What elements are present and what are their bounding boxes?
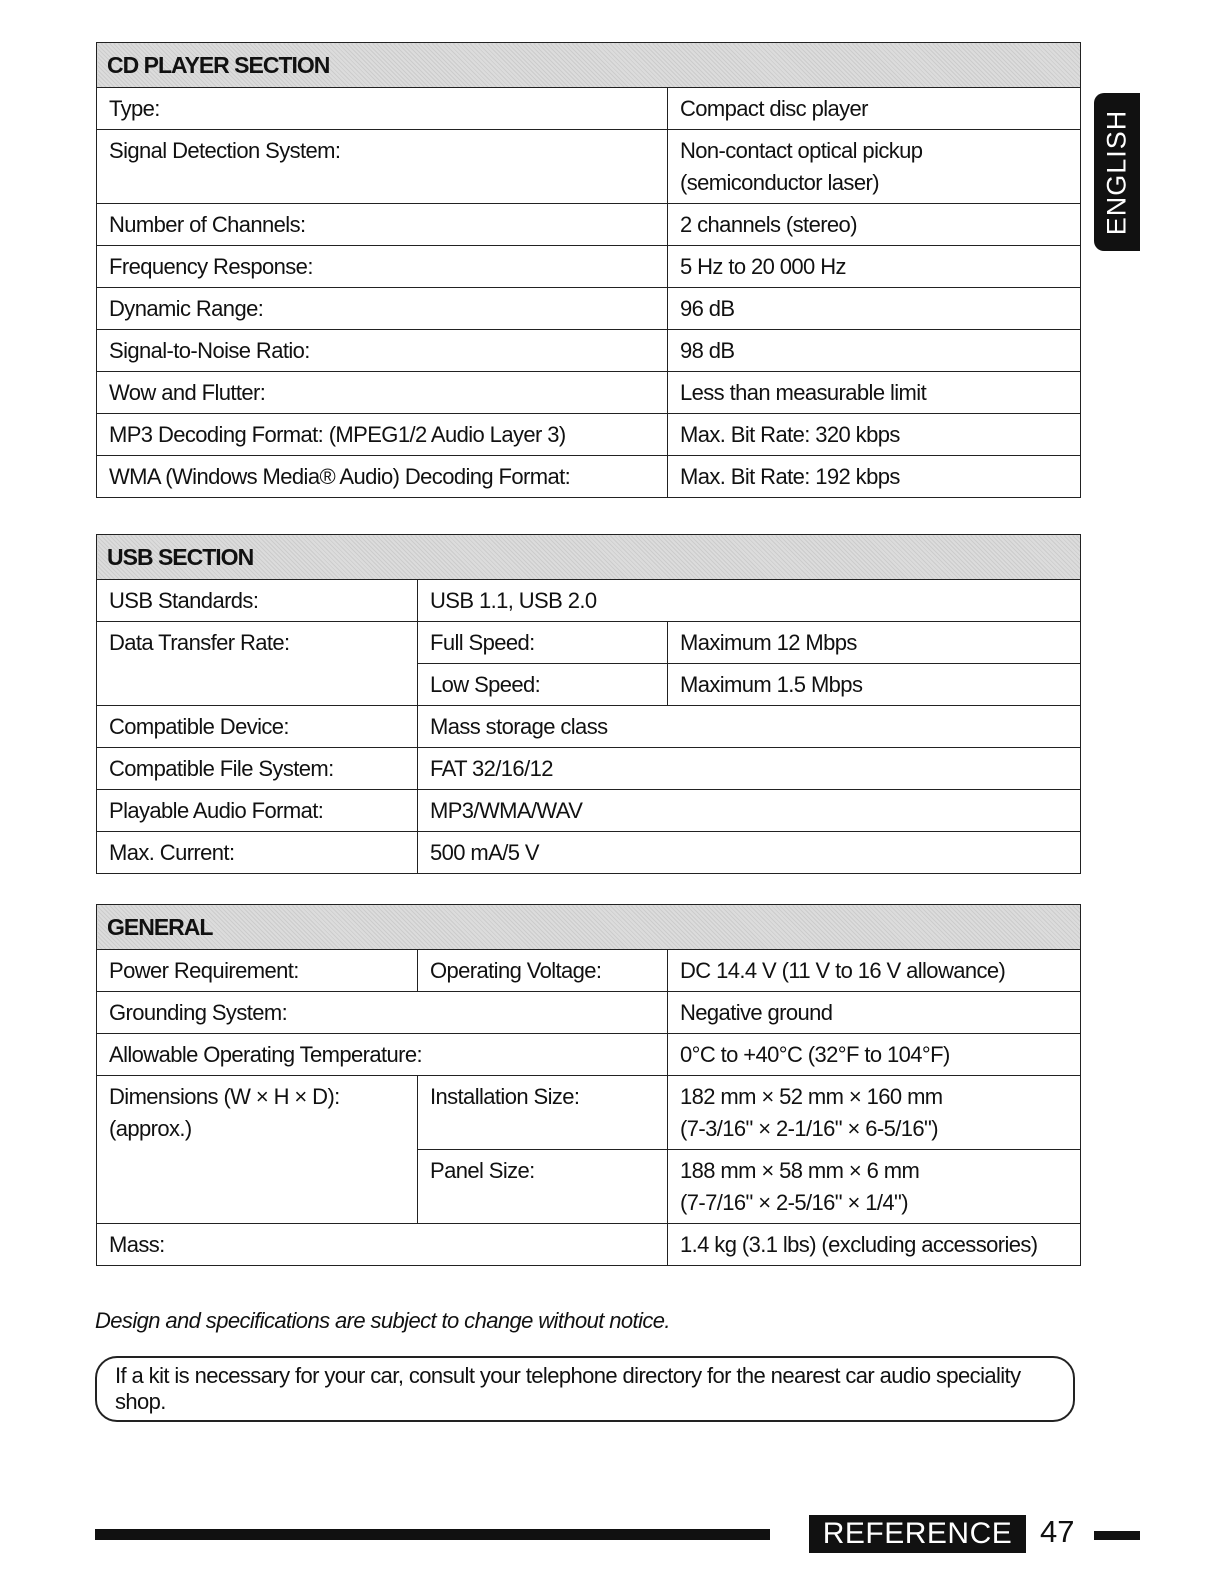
spec-sublabel: Installation Size: bbox=[418, 1076, 668, 1150]
spec-value-line: (semiconductor laser) bbox=[680, 170, 879, 195]
spec-value: FAT 32/16/12 bbox=[418, 748, 1081, 790]
spec-value: Max. Bit Rate: 192 kbps bbox=[668, 456, 1081, 498]
table-row bbox=[97, 992, 1081, 1034]
table-row bbox=[97, 88, 1081, 130]
spec-label: MP3 Decoding Format: (MPEG1/2 Audio Layer 3) bbox=[97, 414, 668, 456]
spec-value bbox=[668, 1076, 1081, 1150]
spec-value-line: (7-3/16" × 2-1/16" × 6-5/16") bbox=[680, 1116, 938, 1141]
spec-label: Number of Channels: bbox=[97, 204, 668, 246]
spec-value: Maximum 1.5 Mbps bbox=[668, 664, 1081, 706]
spec-value-line: Non-contact optical pickup bbox=[680, 138, 923, 163]
spec-label: Compatible Device: bbox=[97, 706, 418, 748]
table-row bbox=[97, 414, 1081, 456]
spec-label: Frequency Response: bbox=[97, 246, 668, 288]
usb-section-heading: USB SECTION bbox=[97, 535, 1081, 580]
spec-value: Negative ground bbox=[668, 992, 1081, 1034]
spec-value: 98 dB bbox=[668, 330, 1081, 372]
table-row bbox=[97, 130, 1081, 204]
table-row bbox=[97, 622, 1081, 664]
spec-value: Max. Bit Rate: 320 kbps bbox=[668, 414, 1081, 456]
language-tab bbox=[1094, 93, 1140, 251]
cd-section-heading: CD PLAYER SECTION bbox=[97, 43, 1081, 88]
spec-value: Less than measurable limit bbox=[668, 372, 1081, 414]
spec-value: 500 mA/5 V bbox=[418, 832, 1081, 874]
spec-value: Compact disc player bbox=[668, 88, 1081, 130]
spec-label: Data Transfer Rate: bbox=[97, 622, 418, 706]
spec-value: 0°C to +40°C (32°F to 104°F) bbox=[668, 1034, 1081, 1076]
section-tab bbox=[809, 1515, 1026, 1553]
spec-value: Maximum 12 Mbps bbox=[668, 622, 1081, 664]
spec-label: Dynamic Range: bbox=[97, 288, 668, 330]
table-row bbox=[97, 580, 1081, 622]
spec-label: Wow and Flutter: bbox=[97, 372, 668, 414]
section-tab-label: REFERENCE bbox=[822, 1517, 1013, 1550]
spec-label: Compatible File System: bbox=[97, 748, 418, 790]
spec-label: Mass: bbox=[97, 1224, 668, 1266]
specifications-disclaimer: Design and specifications are subject to change without notice. bbox=[95, 1308, 670, 1333]
spec-label: Grounding System: bbox=[97, 992, 668, 1034]
spec-value-line: 188 mm × 58 mm × 6 mm bbox=[680, 1158, 920, 1183]
spec-value-line: (7-7/16" × 2-5/16" × 1/4") bbox=[680, 1190, 908, 1215]
spec-value: DC 14.4 V (11 V to 16 V allowance) bbox=[668, 950, 1081, 992]
page-number: 47 bbox=[1040, 1514, 1075, 1549]
spec-label: Signal-to-Noise Ratio: bbox=[97, 330, 668, 372]
kit-notice-box bbox=[95, 1356, 1075, 1422]
table-row bbox=[97, 1076, 1081, 1150]
spec-value: 2 channels (stereo) bbox=[668, 204, 1081, 246]
table-row bbox=[97, 832, 1081, 874]
spec-label: WMA (Windows Media® Audio) Decoding Format: bbox=[97, 456, 668, 498]
spec-label: Power Requirement: bbox=[97, 950, 418, 992]
spec-sublabel: Full Speed: bbox=[418, 622, 668, 664]
spec-label: Max. Current: bbox=[97, 832, 418, 874]
spec-sublabel: Operating Voltage: bbox=[418, 950, 668, 992]
table-row bbox=[97, 790, 1081, 832]
table-row bbox=[97, 950, 1081, 992]
spec-value: USB 1.1, USB 2.0 bbox=[418, 580, 1081, 622]
table-row bbox=[97, 748, 1081, 790]
spec-label: Allowable Operating Temperature: bbox=[97, 1034, 668, 1076]
table-row bbox=[97, 246, 1081, 288]
spec-value bbox=[668, 1150, 1081, 1224]
spec-value: MP3/WMA/WAV bbox=[418, 790, 1081, 832]
cd-player-section-table bbox=[96, 42, 1081, 498]
kit-notice-text: If a kit is necessary for your car, consult your telephone directory for the nearest car audio speciality shop. bbox=[115, 1363, 1021, 1414]
usb-section-table bbox=[96, 534, 1081, 874]
spec-value bbox=[668, 130, 1081, 204]
spec-value: 5 Hz to 20 000 Hz bbox=[668, 246, 1081, 288]
table-row bbox=[97, 204, 1081, 246]
spec-value: 1.4 kg (3.1 lbs) (excluding accessories) bbox=[668, 1224, 1081, 1266]
table-row bbox=[97, 706, 1081, 748]
general-section-heading: GENERAL bbox=[97, 905, 1081, 950]
language-tab-label: ENGLISH bbox=[1101, 109, 1132, 235]
spec-sublabel: Low Speed: bbox=[418, 664, 668, 706]
table-row bbox=[97, 1224, 1081, 1266]
spec-sublabel: Panel Size: bbox=[418, 1150, 668, 1224]
spec-value: 96 dB bbox=[668, 288, 1081, 330]
spec-label: Type: bbox=[97, 88, 668, 130]
spec-label: Playable Audio Format: bbox=[97, 790, 418, 832]
spec-value: Mass storage class bbox=[418, 706, 1081, 748]
spec-label: Dimensions (W × H × D): (approx.) bbox=[97, 1076, 418, 1224]
general-section-table bbox=[96, 904, 1081, 1266]
table-row bbox=[97, 330, 1081, 372]
spec-label: Signal Detection System: bbox=[97, 130, 668, 204]
table-row bbox=[97, 288, 1081, 330]
footer-rule-right bbox=[1094, 1531, 1140, 1540]
table-row bbox=[97, 1034, 1081, 1076]
footer-rule-left bbox=[95, 1529, 770, 1540]
table-row bbox=[97, 372, 1081, 414]
spec-label: USB Standards: bbox=[97, 580, 418, 622]
spec-value-line: 182 mm × 52 mm × 160 mm bbox=[680, 1084, 943, 1109]
table-row bbox=[97, 456, 1081, 498]
